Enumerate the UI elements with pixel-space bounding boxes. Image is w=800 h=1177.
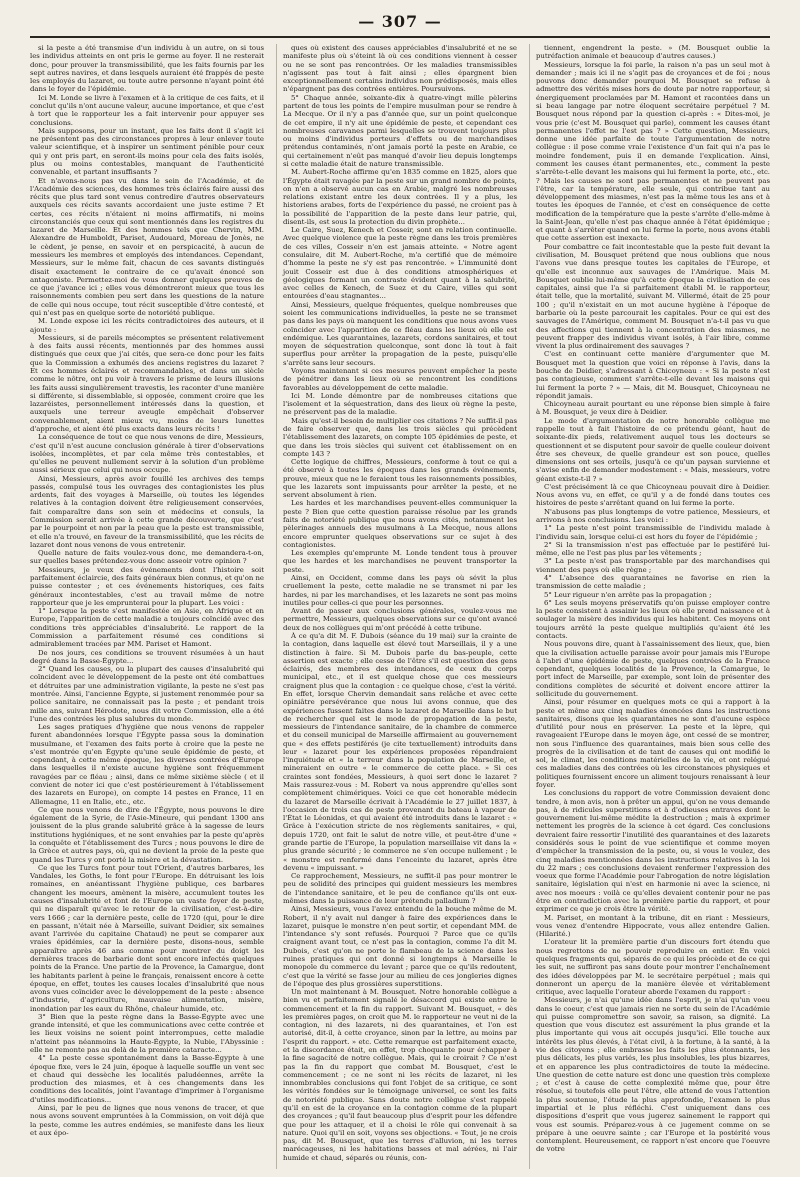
paragraph: Les conclusions du rapport de votre Commission devaient donc tendre, à mon avis, non à prêter un appui, qu'on ne vous demande pas, à de ridicules superstitions et à d'odieuses entraves dont le gouvernement lui-même médite la destruction ; mais à exprimer nettement les progrès de la science à cet égard. Ces conclusions devraient faire ressortir l'inutilité des quarantaines et des lazarets considérés sous le point de vue scientifique et comme moyen d'empêcher la transmission de la peste, ou, si vous le voulez, des cinq maladies mentionnées dans les instructions relatives à la loi du 22 mars ; ces conclusions devaient renfermer l'expression des voeux que forme l'Académie pour l'abrogation de notre législation sanitaire, législation qui n'est en harmonie ni avec la science, ni avec nos moeurs : voilà ce qu'elles devaient contenir pour ne pas être en contradiction avec la première partie du rapport, et pour exprimer ce que je crois être la vérité.: [536, 789, 770, 914]
paragraph: 5° Leur rigueur n'en arrête pas la propagation ;: [544, 590, 712, 599]
paragraph: ques où existent des causes appréciables d'insalubrité et ne se manifeste plus où s'éteint là où ces conditions viennent à cesser ou ne se sont pas rencontrées. Or les maladies transmissibles n'agissent pas tout à fait ainsi ; elles épargnent bien exceptionnellement certains individus non prédisposés, mais elles n'épargnent pas des contrées entières. Poursuivons.: [283, 44, 517, 94]
paragraph: 4° La peste cesse spontanément dans la Basse-Égypte à une époque fixe, vers le 24 juin, époque à laquelle souffle un vent sec et chaud qui dessèche les localités paludéennes, arrête la production des miasmes, et à ces changements dans les conditions des localités, joint l'avantage d'imprimer à l'organisme d'utiles modifications...: [30, 1054, 264, 1104]
paragraph: M. Aubert-Roche affirme qu'en 1835 comme en 1825, alors que l'Égypte était ravagée par la peste sur un grand nombre de points, on n'en a observé aucun cas en Arabie, malgré les nombreuses relations existant entre les deux contrées. Il y a plus, les historiens arabes, forts de l'expérience du passé, ne croient pas à la possibilité de l'apparition de la peste dans leur patrie, qui, disent-ils, est sous la protection du divin prophète...: [283, 168, 517, 226]
paragraph: C'est en continuant cette manière d'argumenter que M. Bousquet met la question que voici en réponse à l'avis, dans la bouche de Deidier, s'adressant à Chicoyneau : « Si la peste n'est pas contagieuse, comment s'arrête-t-elle devant les maisons qui lui ferment la porte ? » — Mais, dit M. Bousquet, Chicoyneau ne répondit jamais.: [536, 350, 770, 400]
paragraph: Les sages pratiques d'hygiène que nous venons de rappeler furent abandonnées lorsque l'Égypte passa sous la domination musulmane, et l'examen des faits porte à croire que la peste ne s'est montrée qu'en Égypte qu'une seule épidémie de peste, et cependant, à cette même époque, les diverses contrées d'Europe dans lesquelles il n'existe aucune hygiène sont fréquemment ravagées par ce fléau ; ainsi, dans ce même sixième siècle ( et il convient de noter ici que c'est postérieurement à l'établissement des lazarets en Europe), on compte 14 pestes en France, 11 en Allemagne, 11 en Italie, etc., etc.: [30, 723, 264, 806]
paragraph: 1° La peste n'est point transmissible de l'individu malade à l'individu sain, lorsque celui-ci est hors du foyer de l'épidémie ;: [536, 524, 770, 541]
paragraph: Et n'avons-nous pas vu dans le sein de l'Académie, et de l'Académie des sciences, des hommes très éclairés faire aussi des récits que plus tard sont venus contredire d'autres observateurs auxquels ces récits savants accordaient une juste estime ? Et certes, ces récits n'étaient ni moins affirmatifs, ni moins circonstanciés que ceux qui sont mentionnés dans les registres du lazaret de Marseille. Et des hommes tels que Chervin, MM. Alexandre de Humboldt, Pariset, Audouard, Moreau de Jonès, ne le cèdent, je pense, en savoir et en perspicacité, à aucun de messieurs les membres et employés des intendances. Cependant, Messieurs, sur le même fait, chacun de ces savants distingués disait exactement le contraire de ce qu'avait énoncé son antagoniste. Permettez-moi de vous donner quelques preuves de ce que j'avance ici ; elles vous démontreront mieux que tous les raisonnements combien peu sert dans les questions de la nature de celle qui nous occupe, tout récit susceptible d'être contesté, et qui n'est pas en quelque sorte de notoriété publique.: [30, 176, 264, 317]
paragraph: Messieurs, si de pareils mécomptes se présentent relativement à des faits aussi récents, mentionnés par des hommes aussi distingués que ceux que j'ai cités, que sera-ce donc pour les faits que la Commission a exhumés des anciens registres du lazaret ? Et ces hommes éclairés et recommandables, et dans un siècle comme le nôtre, ont pu voir à travers le prisme de leurs illusions les faits aussi singulièrement travestis, les raconter d'une manière si différente, si dissemblable, si opposée, comment croire que les lazaréistes, personnellement intéressés dans la question, et auxquels une terreur aveugle empêchait d'observer convenablement, aient mieux vu, moins de leurs lunettes d'approche, et aient été plus exacts dans leurs récits !: [30, 333, 264, 433]
paragraph: Cette logique de chiffres, Messieurs, conforme à tout ce qui a été observé à toutes les époques dans les grands événements, prouve, mieux que ne le feraient tous les raisonnements possibles, que les lazarets sont impuissants pour arrêter la peste, et ne servent absolument à rien.: [283, 458, 517, 500]
paragraph: Ce rapprochement, Messieurs, ne suffit-il pas pour montrer le peu de solidité des principes qui guident messieurs les membres de l'intendance sanitaire, et le peu de confiance qu'ils ont eux-mêmes dans la puissance de leur prétendu palladium ?: [283, 872, 517, 905]
paragraph: Pour combattre ce fait incontestable que la peste fuit devant la civilisation, M. Bousquet prétend que nous oublions que nous l'avons vue dans presque toutes les capitales de l'Europe, et qu'elle est inconnue aux sauvages de l'Amérique. Mais M. Bousquet oublie lui-même qu'à cette époque la civilisation de ces capitales, ainsi que l'a si parfaitement établi M. le rapporteur, était telle, que la mortalité, suivant M. Villermé, était de 25 pour 100 ; qu'il n'existait en un mot aucune hygiène à l'époque de barbarie où la peste parcourait les capitales. Pour ce qui est des sauvages de l'Amérique, comment M. Bousquet n'a-t-il pas vu que des affections qui tiennent à la concentration des miasmes, ne peuvent frapper des individus vivant isolés, à l'air libre, comme vivent la plus ordinairement des sauvages ?: [536, 242, 770, 351]
paragraph: Messieurs, je veux des événements dont l'histoire soit parfaitement éclaircie, des faits généraux bien connus, et qu'on ne puisse contester ; et ces événements historiques, ces faits généraux incontestables, c'est au travail même de notre rapporteur que je les emprunterai pour la plupart. Les voici :: [30, 565, 264, 607]
paragraph: 1° Lorsque la peste s'est manifestée en Asie, en Afrique et en Europe, l'apparition de cette maladie a toujours coïncidé avec des conditions très appréciables d'insalubrité. Le rapport de la Commission a parfaitement résumé ces conditions si admirablement tracées par MM. Pariset et Hamont.: [30, 607, 264, 649]
paragraph: Un mot maintenant à M. Bousquet. Notre honorable collègue a bien vu et parfaitement signalé le désaccord qui existe entre le commencement et la fin du rapport. Suivant M. Bousquet, « dès les premières pages, on croit que M. le rapporteur ne veut ni de la contagion, ni des lazarets, ni des quarantaines, et l'on est autorisé, dit-il, à cette croyance, sinon par la lettre, au moins par l'esprit du rapport. » etc. Cette remarque est parfaitement exacte, et la discordance était, en effet, trop choquante pour échapper à la fine sagacité de notre collègue. Mais, qui le croirait ? Ce n'est pas la fin du rapport que combat M. Bousquet, c'est le commencement ; ce ne sont ni les récits de lazaret, ni les innombrables conclusions qui font l'objet de sa critique, ce sont les vérités fondées sur le témoignage universel, ce sont les faits de notoriété publique. Sans doute notre collègue s'est rappelé qu'il en est de la croyance en la contagion comme de la plupart des croyances ; qu'il faut beaucoup plus d'esprit pour les défendre que pour les attaquer, et il a choisi le rôle qui convenait à sa nature. Quoi qu'il en soit, voyons ses objections. « Tout, je ne crois pas, dit M. Bousquet, que les terres d'alluvion, ni les terres marécageuses, ni les habitations basses et mal aérées, ni l'air humide et chaud, séparés ou réunis, con-: [283, 988, 517, 1162]
column-middle: [276, 44, 517, 1169]
paragraph: C'est précisément là ce que Chicoyneau pouvait dire à Deidier. Nous avons vu, en effet, ce qu'il y a de fondé dans toutes ces histoires de peste s'arrêtant quand on lui ferme la porte.: [536, 482, 770, 508]
paragraph: De nos jours, ces conditions se trouvent résumées à un haut degré dans la Basse-Égypte...: [30, 648, 264, 665]
paragraph: Messieurs, lorsque la foi parle, la raison n'a pas un seul mot à demander ; mais ici il ne s'agit pas de croyances et de foi ; nous pouvons donc demander pourquoi M. Bousquet se refuse à admettre des vérités mises hors de doute par notre rapporteur, si énergiquement proclamées par M. Hamont et racontées dans un si beau langage par notre éloquent secrétaire perpétuel ? M. Bousquet nous répond par la question ci-après : « Dites-moi, je vous prie (c'est M. Bousquet qui parle), comment les causes étant permanentes l'effet ne l'est pas ? » Cette question, Messieurs, donne une idée parfaite de toute l'argumentation de notre collègue : il pose comme vraie l'existence d'un fait qui n'a pas le moindre fondement, puis il en demande l'explication. Ainsi, comment les causes étant permanentes, etc., comment la peste s'arrête-t-elle devant les maisons qui lui ferment la porte, etc., etc. ? Mais les causes ne sont pas permanentes et ne peuvent pas l'être, car la température, elle seule, qui contribue tant au développement des miasmes, n'est pas la même tous les ans et à toutes les époques de l'année, et c'est en conséquence de cette modification de la température que la peste s'arrête d'elle-même à la Saint-Jean, qu'elle n'est pas chaque année à l'état épidémique ; et quant à s'arrêter quand on lui ferme la porte, nous avons établi que cette assertion est inexacte.: [536, 60, 770, 243]
paragraph: si la peste a été transmise d'un individu à un autre, on si tous les individus atteints en ont pris le germe au foyer. Il ne resterait donc, pour prouver la transmissibilité, que les faits fournis par les sept autres navires, et dans lesquels auraient été frappés de peste les employés du lazaret, ou toute autre personne n'ayant point été dans le foyer de l'épidémie.: [30, 44, 264, 94]
paragraph: Ainsi, pour résumer en quelques mots ce qui a rapport à la peste et même aux cinq maladies énoncées dans les instructions sanitaires, disons que les quarantaines ne sont d'aucune espèce d'utilité pour nous en préserver. La peste et la lèpre, qui ravageaient l'Europe dans le moyen âge, ont cessé de se montrer, non sous l'influence des quarantaines, mais bien sous celle des progrès de la civilisation et de tant de causes qui ont modifié le sol, le climat, les conditions matérielles de la vie, et ont relégué ces maladies dans des contrées où les circonstances physiques et politiques fournissent encore un aliment toujours renaissant à leur foyer.: [536, 698, 770, 790]
text-columns: [30, 44, 770, 1169]
page-header: [30, 12, 770, 38]
paragraph: Les exemples qu'emprunte M. Londe tendent tous à prouver que les hardes et les marchandises ne peuvent transporter la peste.: [283, 549, 517, 574]
paragraph: Ainsi, Messieurs, vous l'avez entendu de la bouche même de M. Robert, il n'y avait nul danger à faire des expériences dans le lazaret, puisque le monstre n'en peut sortir, et cependant MM. de l'intendance s'y sont refusés. Pourquoi ? Parce que ce qu'ils craignent avant tout, ce n'est pas la contagion, comme l'a dit M. Dubois, c'est qu'on ne porte le flambeau de la science dans les ruines pratiques qui ont donné si longtemps à Marseille le monopole du commerce du levant ; parce que ce qu'ils redoutent, c'est que la vérité se fasse jour au milieu de ces jongleries dignes de l'époque des plus grossières superstitions.: [283, 905, 517, 988]
paragraph: La conséquence de tout ce que nous venons de dire, Messieurs, c'est qu'il n'est aucune conclusion générale à tirer d'observations isolées, incomplètes, et par cela même très contestables, et qu'elles ne peuvent nullement servir à la solution d'un problème aussi sérieux que celui qui nous occupe.: [30, 433, 264, 475]
paragraph: Le Caire, Suez, Kenech et Cosseir, sont en relation continuelle. Avec quelque violence que la peste règne dans les trois premières de ces villes, Cosseir n'en est jamais atteinte. « Notre agent consulaire, dit M. Aubert-Roche, m'a certifié que de mémoire d'homme la peste ne s'y est pas rencontrée. » L'immunité dont jouit Cosseir est due à des conditions atmosphériques et géologiques formant un contraste évident quant à la salubrité, avec celles de Kenech, de Suez et du Caire, villes qui sont entourées d'eau stagnantes...: [283, 226, 517, 301]
paragraph: 3° Bien que la peste règne dans la Basse-Égypte avec une grande intensité, et que les communications avec cette contrée et les lieux voisins ne soient point interrompues, cette maladie n'atteint pas néanmoins la Haute-Égypte, la Nubie, l'Abyssinie : elle ne remonte pas au delà de la première cataracte...: [30, 1012, 264, 1055]
paragraph: M. Londe expose ici les récits contradictoires des auteurs, et il ajoute :: [30, 317, 264, 334]
paragraph: Voyons maintenant si ces mesures peuvent empêcher la peste de pénétrer dans les lieux où se rencontrent les conditions favorables au développement de cette maladie.: [283, 366, 517, 392]
page-number: — 307 —: [358, 12, 442, 31]
paragraph: Ainsi, Messieurs, après avoir fouillé les archives des temps passés, compulsé tous les ouvrages des contagionistes les plus ardents, fait des voyages à Marseille, où toutes les légendes relatives à la contagion doivent être religieusement conservées, fait comparaître dans son sein et médecins et consuls, la Commission serait arrivée à cette grande découverte, que c'est par le pourpoint et non par la peau que la peste est transmissible, et elle n'a trouvé, en faveur de la transmissibilité, que les récits de lazaret dont nous venons de vous entretenir.: [30, 474, 264, 549]
paragraph: 3° La peste n'est pas transportable par des marchandises qui viennent des pays où elle règne ;: [536, 557, 770, 574]
paragraph: Ce que nous venons de dire de l'Égypte, nous pouvons le dire également de la Syrie, de l'Asie-Mineure, qui pendant 1300 ans jouissent de la plus grande salubrité grâce à la sagesse de leurs institutions hygiéniques, et ne sont envahies par la peste qu'après la conquête et l'établissement des Turcs ; nous pouvons le dire de la Grèce et autres pays, où, qui ne devient la proie de la peste que quand les Turcs y ont porté la misère et la dévastation.: [30, 805, 264, 864]
column-left: [30, 44, 264, 1169]
paragraph: 4° L'absence des quarantaines ne favorise en rien la transmission de cette maladie ;: [536, 574, 770, 591]
paragraph: N'abusons pas plus longtemps de votre patience, Messieurs, et arrivons à nos conclusions. Les voici :: [536, 507, 770, 525]
paragraph: Mais supposons, pour un instant, que les faits dont il s'agit ici ne présentent pas des circonstances propres à leur enlever toute valeur scientifique, et à inspirer un sentiment pénible pour ceux qui y ont pris part, en seront-ils moins pour cela des faits isolés, plus ou moins contestables, manquant de l'authenticité convenable, et partant insuffisants ?: [30, 126, 264, 177]
paragraph: Quelle nature de faits voulez-vous donc, me demandera-t-on, sur quelles bases prétendez-vous donc asseoir votre opinion ?: [30, 549, 264, 566]
paragraph: Le mode d'argumentation de notre honorable collègue me rappelle tout à fait l'histoire de ce prétendu géant, haut de soixante-dix pieds, relativement auquel tous les docteurs se questionnent et se disputent pour savoir de quelle couleur doivent être ses cheveux, de quelle grandeur est son pouce, quelles dimensions ont ses orteils, jusqu'à ce qu'un paysan survienne et s'avise enfin de demander modestement : « Mais, messieurs, votre géant existe-t-il ? »: [536, 416, 770, 483]
paragraph: Les hardes et les marchandises peuvent-elles communiquer la peste ? Bien que cette question paraisse résolue par les grands faits de notoriété publique que nous avons cités, notamment les pèlerinages annuels des musulmans à La Mecque, nous allons encore emprunter quelques observations sur ce sujet à des contagionistes.: [283, 499, 517, 549]
paragraph: Ainsi, Messieurs, quelque fréquentes, quelque nombreuses que soient les communications individuelles, la peste ne se transmet pas dans les pays où manquent les conditions que nous avons vues coïncider avec l'apparition de ce fléau dans les lieux où elle est endémique. Les quarantaines, lazarets, cordons sanitaires, et tout moyen de séquestration quelconque, sont donc là tout à fait superflus pour arrêter la propagation de la peste, puisqu'elle s'arrête sans leur secours.: [283, 300, 517, 367]
paragraph: Ce que les Turcs font pour tout l'Orient, d'autres barbares, les Vandales, les Goths, le font pour l'Europe. En détruisant les lois romaines, en anéantissant l'hygiène publique, ces barbares changent les moeurs, amènent la misère, accumulent toutes les causes d'insalubrité et font de l'Europe un vaste foyer de peste, qui ne disparaît qu'avec le retour de la civilisation, c'est-à-dire vers 1666 ; car la dernière peste, celle de 1720 (qui, pour le dire en passant, n'était née à Marseille, suivant Deidier, six semaines avant l'arrivée du capitaine Chataud) ne peut se comparer aux vraies épidémies, car la dernière peste, disons-nous, semble apparaître après 46 ans comme pour montrer du doigt les dernières traces de barbarie dont sont encore infectés quelques points de la France. Une partie de la Provence, la Camargue, dont les habitants parlent à peine le français, renaissent encore à cette époque, en effet, toutes les causes locales d'insalubrité que nous avons vues coïncider avec le développement de la peste : absence d'industrie, d'agriculture, mauvaise alimentation, misère, inondation par les eaux du Rhône, chaleur humide, etc.: [30, 863, 264, 1013]
paragraph: Chicoyneau aurait pourtant eu une réponse bien simple à faire à M. Bousquet, je veux dire à Deidier.: [536, 400, 770, 417]
paragraph: tiennent, engendrent la peste. » (M. Bousquet oublie la putréfaction animale et beaucoup d'autres causes.): [536, 44, 770, 61]
paragraph: Ainsi, par le peu de lignes que nous venons de tracer, et que nous avons souvent empruntées à la Commission, on voit déjà que la peste, comme les autres endémies, se manifeste dans les lieux et aux épo-: [30, 1104, 264, 1137]
paragraph: À ce qu'a dit M. F. Dubois (séance du 19 mai) sur la crainte de la contagion, dans laquelle est élevé tout Marseillais, il y a une distinction à faire. Si M. Dubois parle du bas-peuple, cette assertion est exacte ; elle cesse de l'être s'il est question des gens éclairés, des membres des intendances, de ceux du corps municipal, etc., et il est quelque chose que ces messieurs craignent plus que la contagion : ce quelque chose, c'est la vérité. En effet, lorsque Chervin demandait sans relâche et avec cette opiniâtre persévérance que nous lui avons connue, que des expériences fussent faites dans le lazaret de Marseille dans le but de rechercher quel est le mode de propagation de la peste, messieurs de l'intendance sanitaire, de la chambre de commerce et du conseil municipal de Marseille affirmaient au gouvernement que « des effets pestiférés (je cite textuellement) introduits dans leur « lazaret pour les expériences proposées répandraient l'inquiétude et « la terreur dans la population de Marseille, et mineraient en outre « le commerce de cette place. » Si ces craintes sont fondées, Messieurs, à quoi sert donc le lazaret ? Mais rassurez-vous : M. Robert va nous apprendre qu'elles sont complètement chimériques. Voici ce que cet honorable médecin du lazaret de Marseille écrivait à l'Académie le 27 juillet 1837, à l'occasion de trois cas de peste provenant du bateau à vapeur de l'État le Léonidas, et qui avaient été introduits dans le lazaret : « Grâce à l'exécution stricte de nos règlements sanitaires, « qui, depuis 1720, ont fait le salut de notre ville, et peut-être d'une « grande partie de l'Europe, la population marseillaise vit dans la « plus grande sécurité ; le commerce ne s'en occupe nullement ; le « monstre est renfermé dans l'enceinte du lazaret, après être devenu « impuissant. »: [283, 631, 517, 872]
paragraph: Ici M. Londe démontre par de nombreuses citations que l'isolement et la séquestration, dans des lieux où règne la peste, ne préservent pas de la maladie.: [283, 391, 517, 417]
paragraph: 5° Chaque année, soixante-dix à quatre-vingt mille pèlerins partent de tous les points de l'empire musulman pour se rendre à La Mecque. Or il n'y a pas d'année que, sur un point quelconque de cet empire, il n'y ait une épidémie de peste, et cependant ces nombreuses caravanes parmi lesquelles se trouvent toujours plus ou moins d'individus porteurs d'effets ou de marchandises prétendus contaminés, n'ont jamais porté la peste en Arabie, ce qui certainement n'eût pas manqué d'avoir lieu depuis longtemps si cette maladie était de nature transmissible.: [283, 93, 517, 168]
paragraph: Nous pouvons dire, quant à l'assainissement des lieux, que, bien que la civilisation actuelle paraisse avoir pour jamais mis l'Europe à l'abri d'une épidémie de peste, quelques contrées de la France cependant, quelques localités de la Provence, la Camargue, le port infect de Marseille, par exemple, sont loin de présenter des conditions complètes de sécurité et doivent encore attirer la sollicitude du gouvernement.: [536, 640, 770, 698]
paragraph: Ainsi, en Occident, comme dans les pays où sévit la plus cruellement la peste, cette maladie ne se transmet ni par les hardes, ni par les marchandises, et les lazarets ne sont pas moins inutiles pour celles-ci que pour les personnes.: [283, 574, 517, 607]
paragraph: Messieurs, je n'ai qu'une idée dans l'esprit, je n'ai qu'un voeu dans le coeur, c'est que jamais rien ne sorte du sein de l'Académie qui puisse compromettre son savoir, sa raison, sa dignité. La question que vous discutez est assurément la plus grande et la plus importante qui vous ait occupés jusqu'ici. Elle touche aux intérêts les plus élevés, à l'état civil, à la fortune, à la santé, à la vie des citoyens ; elle embrasse les faits les plus étonnants, les plus délicats, les plus variés, les plus insolubles, les plus bizarres, et en apparence les plus contradictoires de toute la médecine. Une question de cette nature est donc une question très complexe ; et c'est à cause de cette complexité même que, pour être résolue, si toutefois elle peut l'être, elle attend de vous l'attention la plus soutenue, l'étude la plus approfondie, l'examen le plus impartial et le plus réfléchi. C'est uniquement dans ces dispositions d'esprit que vous jugerez sainement le rapport qui vous est soumis. Préparez-vous à ce jugement comme on se prépare à une oeuvre sainte ; car l'Europe et la postérité vous contemplent. Heureusement, ce rapport n'est encore que l'oeuvre de votre: [536, 996, 770, 1154]
paragraph: 2° Si la transmission n'est pas effectuée par le pestiféré lui-même, elle ne l'est pas plus par les vêtements ;: [536, 540, 770, 558]
paragraph: 2° Quand les causes, ou la plupart des causes d'insalubrité qui coïncident avec le développement de la peste ont été combattues et détruites par une administration vigilante, la peste ne s'est pas montrée. Ainsi, l'ancienne Égypte, si justement renommée pour sa police sanitaire, ne connaissait pas la peste ; et pendant trois mille ans, suivant Hérodote, nous dit votre Commission, elle a été l'une des contrées les plus salubres du monde.: [30, 665, 264, 723]
paragraph: 6° Les seuls moyens préservatifs qu'on puisse employer contre la peste consistent à assainir les lieux où elle prend naissance et à soulager la misère des individus qui les habitent. Ces moyens ont toujours arrêté la peste quelque multipliés qu'aient été les contacts.: [536, 598, 770, 640]
paragraph: M. Pariset, en montant à la tribune, dit en riant : Messieurs, vous venez d'entendre Hippocrate, vous allez entendre Galien. (Hilarité.): [536, 913, 770, 939]
paragraph: Avant de passer aux conclusions générales, voulez-vous me permettre, Messieurs, quelques observations sur ce qu'ont avancé deux de nos collègues qui m'ont précédé à cette tribune.: [283, 607, 517, 632]
paragraph: Ici M. Londe se livre à l'examen et à la critique de ces faits, et il conclut qu'ils n'ont aucune valeur, aucune importance, et que c'est à tort que le rapporteur les a fait intervenir pour appuyer ses conclusions.: [30, 93, 264, 127]
paragraph: Mais qu'est-il besoin de multiplier ces citations ? Ne suffit-il pas de faire observer que, dans les trois siècles qui précèdent l'établissement des lazarets, on compte 105 épidémies de peste, et que dans les trois siècles qui suivent cet établissement on en compte 143 ?: [283, 416, 517, 458]
paragraph: L'orateur lit la première partie d'un discours fort étendu que nous regrettons de ne pouvoir reproduire en entier. En voici quelques fragments qui, séparés de ce qui les précède et de ce qui les suit, ne suffiront pas sans doute pour montrer l'enchaînement des idées développées par M. le secrétaire perpétuel ; mais qui donneront un aperçu de la manière élevée et véritablement critique, avec laquelle l'orateur aborde l'examen du rapport :: [536, 938, 770, 997]
column-right: [529, 44, 770, 1169]
